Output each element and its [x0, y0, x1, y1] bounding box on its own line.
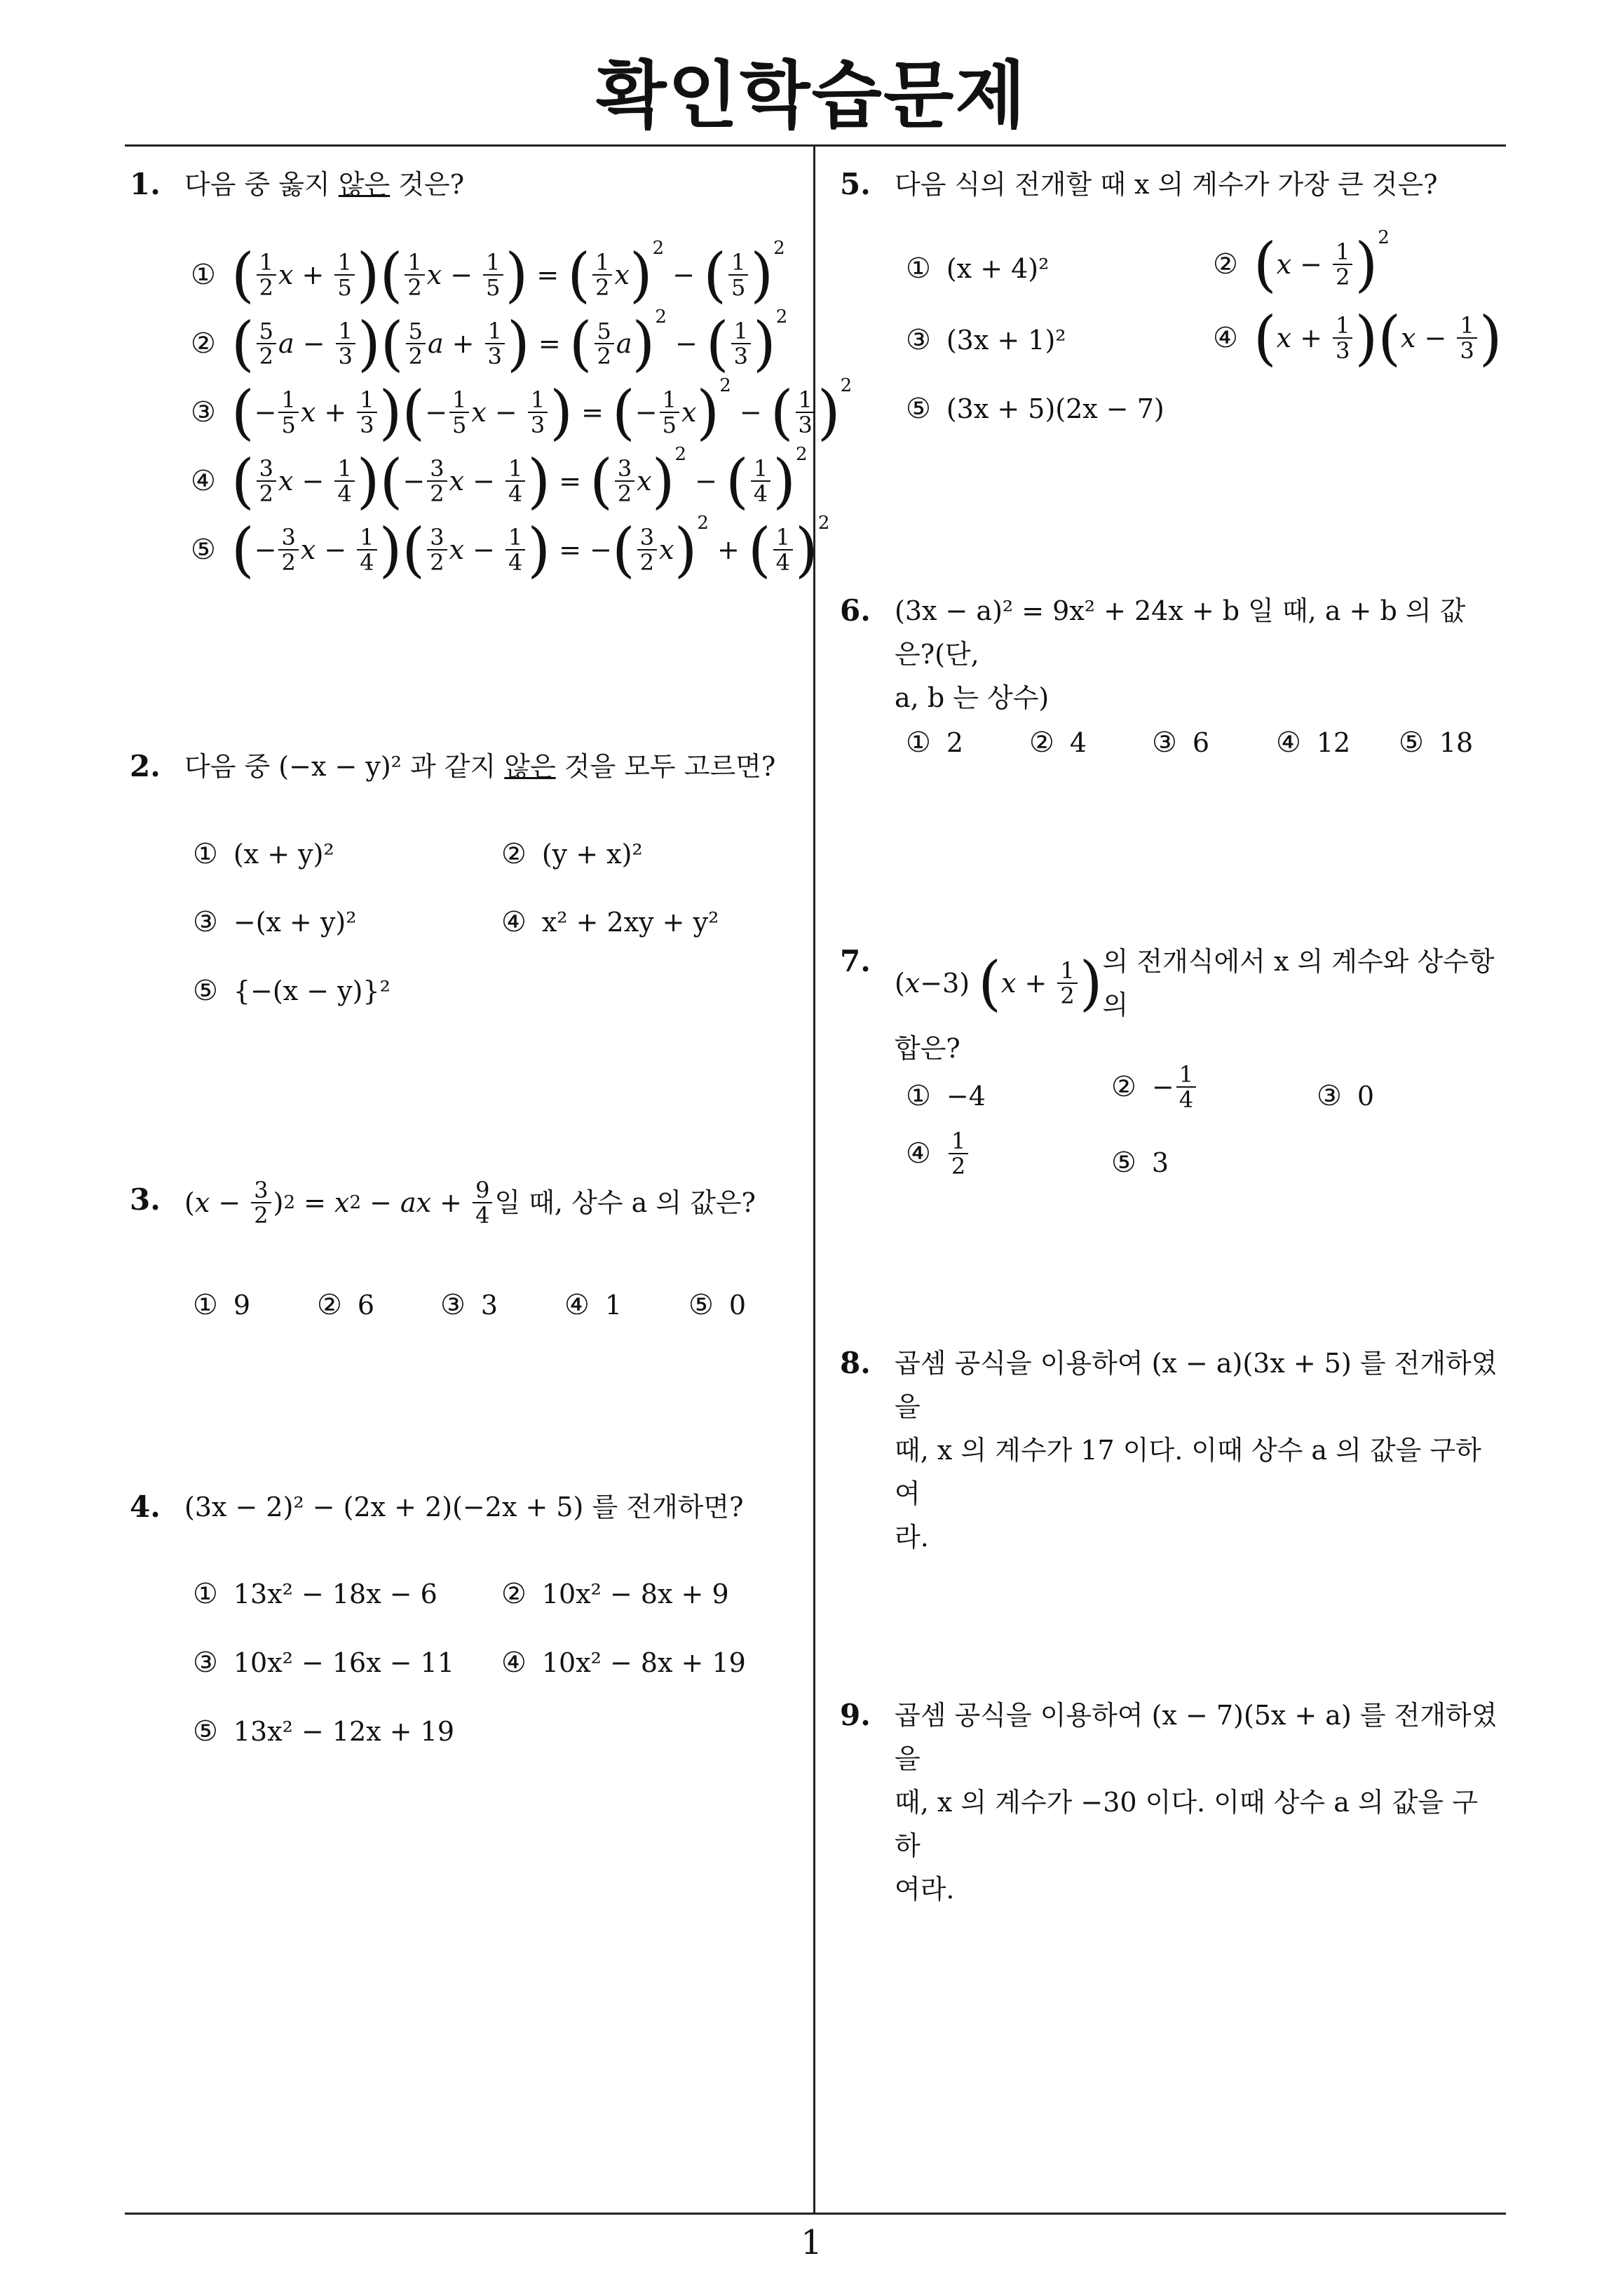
option-marker: ② — [317, 1289, 342, 1321]
option-text: 3 — [1151, 1147, 1169, 1178]
option-5-5 — [906, 393, 1164, 425]
bottom-rule — [125, 2213, 1506, 2215]
option-6-5 — [1399, 727, 1473, 759]
option-marker: ① — [193, 1289, 218, 1321]
option-5-2 — [1213, 227, 1390, 299]
question-text: 때, x 의 계수가 −30 이다. 이때 상수 a 의 값을 구하 — [895, 1787, 1478, 1861]
option-4-1 — [193, 1578, 437, 1610]
option-6-4 — [1276, 727, 1350, 759]
option-5-4 — [1213, 304, 1502, 372]
question-text: 것은? — [390, 169, 465, 200]
option-2-4 — [501, 906, 719, 938]
option-marker: ⑤ — [191, 534, 216, 566]
question-5 — [840, 163, 1499, 206]
option-text: {−(x − y)}² — [233, 975, 391, 1006]
option-text: 6 — [357, 1290, 375, 1321]
question-text: a, b 는 상수) — [895, 682, 1050, 713]
option-text: 13x² − 12x + 19 — [233, 1716, 455, 1747]
top-rule — [125, 144, 1506, 147]
option-text: 4 — [1069, 727, 1087, 758]
option-marker: ① — [906, 727, 931, 759]
underlined-word: 않은 — [338, 169, 391, 200]
question-4 — [130, 1485, 782, 1529]
underlined-word: 않은 — [504, 751, 556, 782]
option-1-4 — [191, 444, 808, 515]
question-text: 다음 식의 전개할 때 x 의 계수가 가장 큰 것은? — [895, 169, 1438, 200]
option-3-1 — [193, 1289, 250, 1321]
option-text: x² + 2xy + y² — [541, 907, 719, 938]
option-marker: ③ — [1152, 727, 1177, 759]
option-2-1 — [193, 838, 334, 870]
option-7-4 — [906, 1129, 970, 1178]
option-marker: ① — [193, 1578, 218, 1610]
page-title: 확인학습문제 — [596, 53, 1027, 138]
option-4-5 — [193, 1715, 454, 1748]
option-7-2 — [1111, 1062, 1198, 1112]
option-expression: $\frac{1}{2}$ — [946, 1129, 970, 1178]
option-text: 10x² − 8x + 19 — [541, 1647, 746, 1678]
option-3-5 — [688, 1289, 746, 1321]
option-7-3 — [1317, 1080, 1374, 1112]
option-marker: ④ — [564, 1289, 590, 1321]
option-text: 0 — [1357, 1081, 1375, 1112]
option-expression: ( $\frac{5}{2}$ a − $\frac{1}{3}$ ) ( $\frac{5}{2}$ a + $\frac{1}{3}$ ) = ( $\frac{5}{2}$ a ) 2 − ( $\frac{1}{3}$ ) 2 — [231, 306, 788, 378]
option-3-3 — [440, 1289, 498, 1321]
question-6 — [840, 589, 1499, 720]
question-number: 7. — [840, 944, 871, 978]
option-marker: ① — [193, 838, 218, 870]
question-text: 것을 모두 고르면? — [555, 751, 776, 782]
question-text: 다음 중 (−x − y)² 과 같지 — [184, 751, 505, 782]
option-text: 12 — [1316, 727, 1351, 758]
option-2-5 — [193, 975, 391, 1007]
option-text: 6 — [1192, 727, 1210, 758]
question-text: 곱셈 공식을 이용하여 (x − a)(3x + 5) 를 전개하였을 — [895, 1348, 1498, 1422]
question-text: ( x −3) ( x + $\frac{1}{2}$ ) 의 전개식에서 x 의 계수와 상수항의 — [895, 946, 1495, 1020]
option-text: (y + x)² — [541, 839, 643, 870]
question-text: ( x − $\frac{3}{2}$ ) 2 = x 2 − ax + $\frac{9}{4}$ 일 때, 상수 a 의 값은? — [184, 1177, 756, 1229]
question-number: 4. — [130, 1490, 161, 1524]
option-marker: ④ — [1276, 727, 1301, 759]
option-expression: ( $\frac{1}{2}$ x + $\frac{1}{5}$ ) ( $\frac{1}{2}$ x − $\frac{1}{5}$ ) = ( $\frac{1}{2}$ x ) 2 − ( $\frac{1}{5}$ ) 2 — [231, 238, 785, 309]
option-5-1 — [906, 252, 1049, 285]
question-number: 6. — [840, 593, 871, 628]
option-marker: ① — [906, 1080, 931, 1112]
option-text: (x + 4)² — [946, 253, 1050, 284]
option-expression: ( x + $\frac{1}{3}$ ) ( x − $\frac{1}{3}$ ) — [1253, 304, 1502, 372]
option-marker: ② — [1111, 1071, 1136, 1103]
question-text: 때, x 의 계수가 17 이다. 이때 상수 a 의 값을 구하여 — [895, 1435, 1481, 1509]
option-marker: ② — [1029, 727, 1054, 759]
option-marker: ③ — [193, 1647, 218, 1679]
option-1-1 — [191, 238, 785, 309]
option-text: 0 — [728, 1290, 747, 1321]
question-number: 9. — [840, 1698, 871, 1732]
question-9 — [840, 1694, 1499, 1911]
option-marker: ⑤ — [906, 393, 931, 425]
option-text: −4 — [946, 1081, 986, 1112]
option-marker: ② — [1213, 248, 1238, 281]
column-divider — [813, 146, 815, 2213]
option-7-5 — [1111, 1147, 1169, 1179]
option-marker: ④ — [501, 1647, 527, 1679]
option-text: 3 — [480, 1290, 498, 1321]
question-text: (3x − a)² = 9x² + 24x + b 일 때, a + b 의 값은?(단, — [895, 595, 1466, 670]
option-text: (3x + 1)² — [946, 325, 1066, 356]
option-expression: ( $\frac{3}{2}$ x − $\frac{1}{4}$ ) ( − $\frac{3}{2}$ x − $\frac{1}{4}$ ) = ( $\frac{3}{2}$ x ) 2 − ( $\frac{1}{4}$ ) 2 — [231, 444, 808, 515]
option-text: 18 — [1439, 727, 1474, 758]
option-marker: ① — [906, 252, 931, 285]
option-text: 13x² − 18x − 6 — [233, 1579, 437, 1609]
option-text: 1 — [604, 1290, 623, 1321]
option-6-3 — [1152, 727, 1209, 759]
option-4-4 — [501, 1647, 746, 1679]
option-marker: ② — [501, 1578, 527, 1610]
question-text: 라. — [895, 1522, 929, 1553]
option-text: −(x + y)² — [233, 907, 357, 938]
question-7 — [840, 940, 1499, 1070]
option-marker: ③ — [906, 324, 931, 356]
question-text: 곱셈 공식을 이용하여 (x − 7)(5x + a) 를 전개하였을 — [895, 1700, 1498, 1774]
option-6-1 — [906, 727, 963, 759]
option-marker: ③ — [440, 1289, 466, 1321]
question-number: 2. — [130, 749, 161, 783]
question-2 — [130, 745, 782, 788]
option-marker: ③ — [1317, 1080, 1342, 1112]
question-8 — [840, 1342, 1499, 1559]
question-number: 5. — [840, 167, 871, 201]
option-2-2 — [501, 838, 643, 870]
option-text: (x + y)² — [233, 839, 334, 870]
question-number: 1. — [130, 167, 161, 201]
option-text: 10x² − 8x + 9 — [541, 1579, 729, 1609]
question-1 — [130, 163, 782, 206]
option-1-2 — [191, 306, 788, 378]
option-6-2 — [1029, 727, 1087, 759]
option-5-3 — [906, 324, 1066, 356]
option-text: 9 — [233, 1290, 251, 1321]
option-7-1 — [906, 1080, 986, 1112]
question-number: 3. — [130, 1182, 161, 1217]
option-marker: ⑤ — [688, 1289, 714, 1321]
question-3 — [130, 1178, 782, 1227]
option-marker: ⑤ — [1111, 1147, 1136, 1179]
option-4-2 — [501, 1578, 729, 1610]
page-number: 1 — [801, 2223, 822, 2262]
option-expression: ( − $\frac{3}{2}$ x − $\frac{1}{4}$ ) ( $\frac{3}{2}$ x − $\frac{1}{4}$ ) = − ( $\frac{3}{2}$ x ) 2 + ( $\frac{1}{4}$ ) 2 — [231, 513, 830, 584]
option-marker: ③ — [191, 396, 216, 428]
option-marker: ① — [191, 259, 216, 291]
option-text: 10x² − 16x − 11 — [233, 1647, 455, 1678]
option-marker: ⑤ — [193, 975, 218, 1007]
option-marker: ② — [191, 327, 216, 360]
option-expression: ( x − $\frac{1}{2}$ ) 2 — [1253, 227, 1390, 299]
question-text: (3x − 2)² − (2x + 2)(−2x + 5) 를 전개하면? — [184, 1492, 744, 1522]
option-text: 2 — [946, 727, 964, 758]
option-1-3 — [191, 375, 853, 447]
option-3-4 — [564, 1289, 622, 1321]
option-2-3 — [193, 906, 356, 938]
question-text: 합은? — [895, 1033, 960, 1064]
option-3-2 — [317, 1289, 374, 1321]
option-marker: ⑤ — [193, 1715, 218, 1748]
option-1-5 — [191, 513, 830, 584]
option-marker: ③ — [193, 906, 218, 938]
option-marker: ④ — [906, 1137, 931, 1170]
option-marker: ④ — [1213, 322, 1238, 354]
option-marker: ④ — [501, 906, 527, 938]
option-marker: ② — [501, 838, 527, 870]
option-expression: ( − $\frac{1}{5}$ x + $\frac{1}{3}$ ) ( − $\frac{1}{5}$ x − $\frac{1}{3}$ ) = ( − $\frac{1}{5}$ x ) 2 − ( $\frac{1}{3}$ ) 2 — [231, 375, 853, 447]
option-4-3 — [193, 1647, 454, 1679]
question-number: 8. — [840, 1346, 871, 1380]
option-marker: ④ — [191, 465, 216, 497]
option-marker: ⑤ — [1399, 727, 1424, 759]
question-text: 여라. — [895, 1874, 955, 1905]
question-text: 다음 중 옳지 — [184, 169, 339, 200]
option-text: (3x + 5)(2x − 7) — [946, 393, 1164, 424]
option-expression: − $\frac{1}{4}$ — [1152, 1062, 1198, 1112]
